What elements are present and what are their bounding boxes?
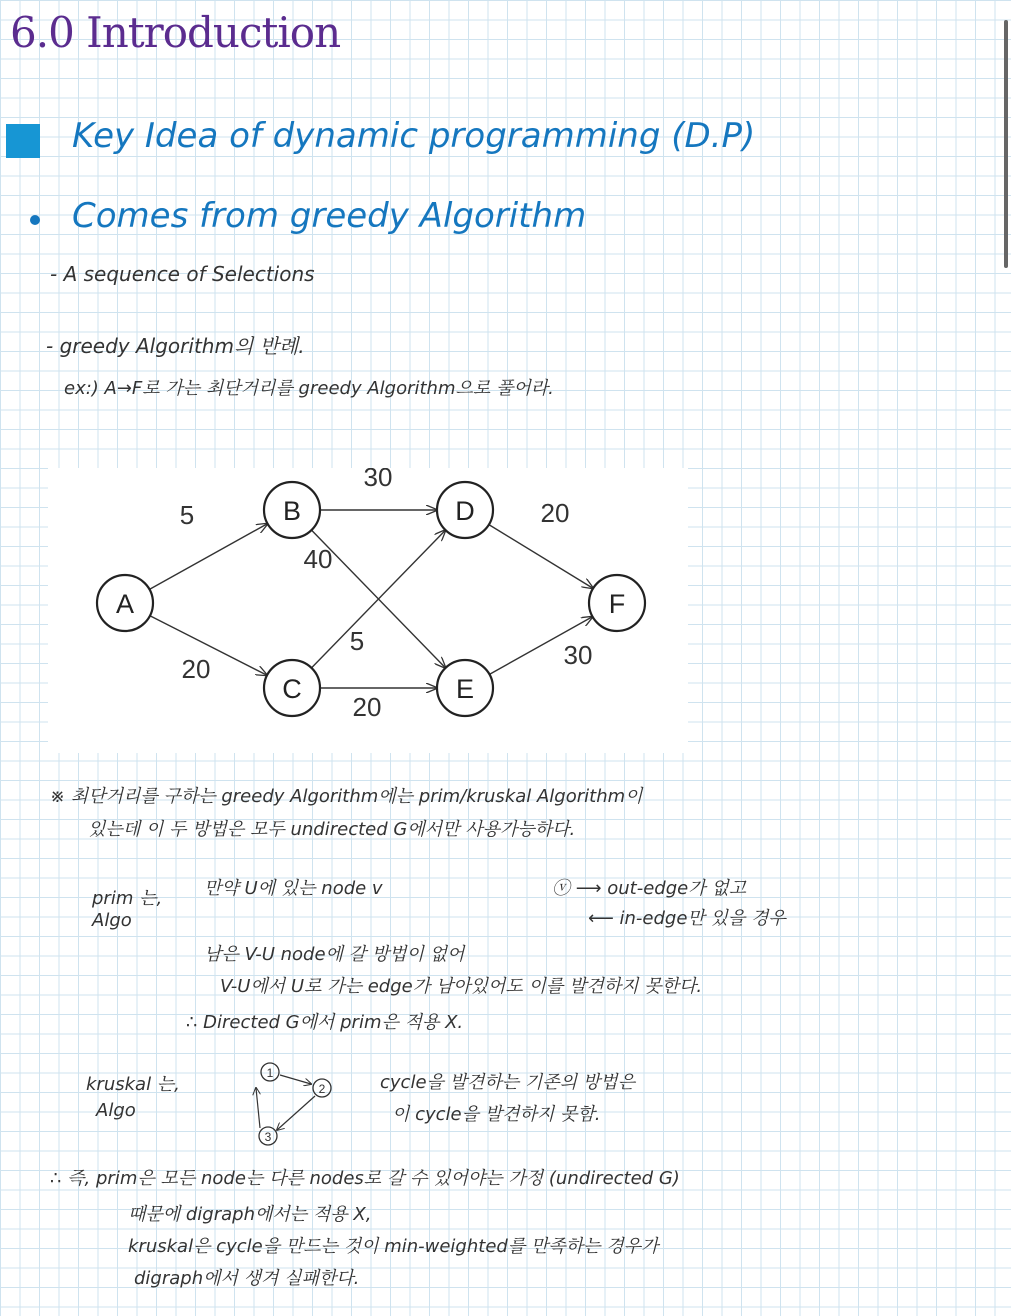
section-square-marker [6,124,40,158]
weighted-digraph [48,468,688,753]
kruskal-label-algo: Algo [96,1100,136,1121]
note-line-1: ※ 최단거리를 구하는 greedy Algorithm에는 prim/kruskal Algorithm이 [50,786,643,807]
edge-weight-B-D: 30 [363,468,393,492]
edge-weight-C-E: 20 [352,692,382,722]
bullet-dot [30,215,40,225]
edge-weight-C-D: 5 [349,626,365,656]
svg-text:3: 3 [264,1130,272,1144]
conclusion-line-1: ∴ 즉, prim은 모든 node는 다른 nodes로 갈 수 있어야는 가정 (undirected G) [50,1168,680,1189]
page-title: 6.0 Introduction [10,8,341,57]
node-label-E: E [455,674,475,704]
edge-A-B [149,524,267,590]
graph-panel [48,468,688,753]
edge-weight-A-B: 5 [179,500,195,530]
node-label-B: B [282,496,302,526]
prim-note-2: 남은 V-U node에 갈 방법이 없어 [204,944,465,965]
edge-weight-A-C: 20 [181,654,211,684]
line-counterexample: - greedy Algorithm의 반례. [46,334,305,358]
prim-note-1: 만약 U에 있는 node v [204,878,383,899]
edge-weight-E-F: 30 [563,640,593,670]
edge-D-F [489,525,593,589]
kruskal-note-2: 이 cycle을 발견하지 못함. [392,1104,601,1125]
prim-label: prim 는, [92,888,163,909]
node-label-D: D [455,496,475,526]
prim-note-4: ∴ Directed G에서 prim은 적용 X. [186,1012,464,1033]
section-heading: Key Idea of dynamic programming (D.P) [72,116,756,156]
conclusion-line-4: digraph에서 생겨 실패한다. [134,1268,360,1289]
edge-weight-B-E: 40 [303,544,333,574]
prim-note-1c: ⟵ in-edge만 있을 경우 [588,908,786,929]
bullet-heading: Comes from greedy Algorithm [72,196,587,236]
node-label-C: C [282,674,302,704]
kruskal-note-1: cycle을 발견하는 기존의 방법은 [380,1072,635,1093]
node-label-F: F [608,589,626,619]
scrollbar[interactable] [1004,20,1008,268]
conclusion-line-3: kruskal은 cycle을 만드는 것이 min-weighted를 만족하는 경우가 [128,1236,659,1257]
edge-weight-D-F: 20 [540,498,570,528]
note-line-2: 있는데 이 두 방법은 모두 undirected G에서만 사용가능하다. [88,819,576,840]
node-label-A: A [115,589,135,619]
line-example: ex:) A→F로 가는 최단거리를 greedy Algorithm으로 풀어라. [64,378,554,399]
cycle-sketch [244,1058,340,1150]
conclusion-line-2: 때문에 digraph에서는 적용 X, [128,1204,372,1225]
prim-note-1b: ⓥ ⟶ out-edge가 없고 [552,878,747,899]
line-sequence: - A sequence of Selections [50,262,315,286]
svg-text:2: 2 [318,1082,326,1096]
kruskal-label: kruskal 는, [86,1074,180,1095]
svg-text:1: 1 [266,1066,274,1080]
prim-note-3: V-U에서 U로 가는 edge가 남아있어도 이를 발견하지 못한다. [220,976,703,997]
prim-label-algo: Algo [92,910,132,931]
